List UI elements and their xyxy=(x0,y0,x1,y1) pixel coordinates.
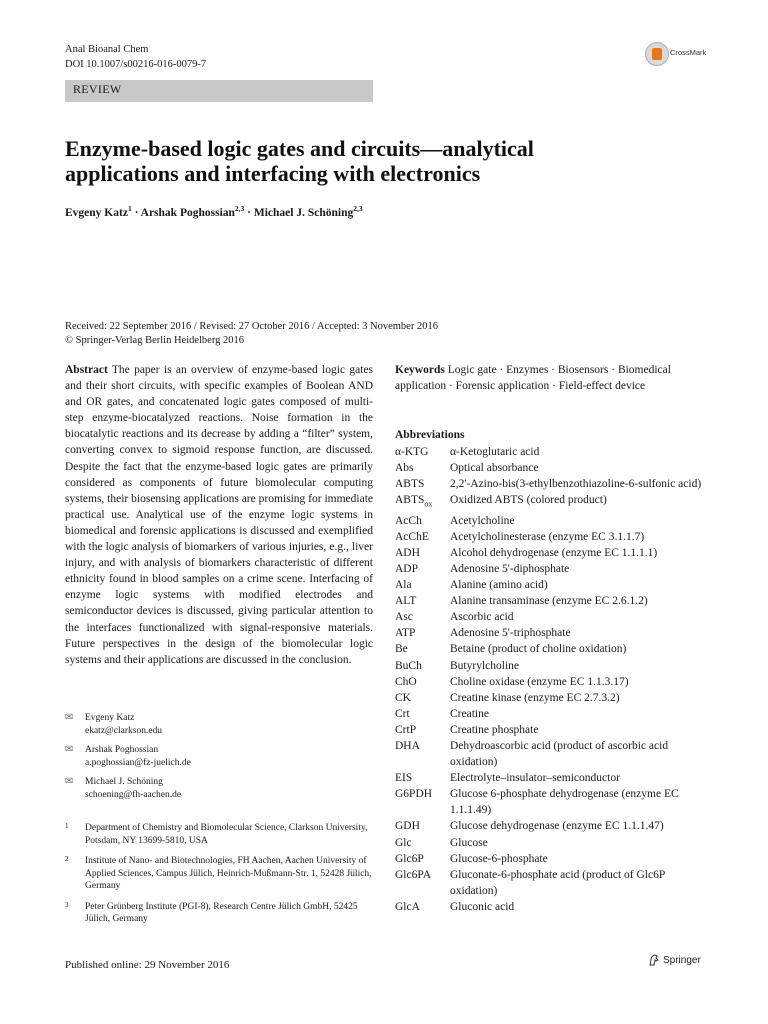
abbreviation-definition: Acetylcholinesterase (enzyme EC 3.1.1.7) xyxy=(450,530,645,543)
abbreviation-term-text: α-KTG xyxy=(395,446,429,458)
abbreviation-definition: Gluconic acid xyxy=(450,900,515,913)
keywords-text: Logic gate · Enzymes · Biosensors · Biomedical application · Forensic application · Field-effect device xyxy=(395,364,671,393)
abbreviation-term-text: EIS xyxy=(395,772,413,785)
keywords xyxy=(395,362,705,394)
abbreviation-term-text: GDH xyxy=(395,820,420,833)
abbreviation-row xyxy=(395,851,705,867)
section-label: REVIEW xyxy=(73,82,122,96)
abbreviation-term xyxy=(395,513,450,529)
author-affiliation-ref: 2,3 xyxy=(234,204,245,213)
author-name[interactable]: Evgeny Katz xyxy=(65,206,128,219)
journal-header xyxy=(65,42,206,72)
abbreviation-term xyxy=(395,460,450,476)
abbreviation-row xyxy=(395,476,705,492)
abbreviation-definition: α-Ketoglutaric acid xyxy=(450,446,540,458)
abbreviation-term xyxy=(395,492,450,512)
abbreviation-row xyxy=(395,786,705,818)
abbreviation-term-text: ADP xyxy=(395,562,419,575)
abstract-text: The paper is an overview of enzyme-based logic gates and their short circuits, with specific examples of Boolean AND and OR gates, and concatenated logic gates composed of multi-step enzyme-biocatalyzed reactions. Noise formation in the biocatalytic reactions and its decrease by adding a “filter” system, converting convex to sigmoid response function, are discussed. Despite the fact that the enzyme-based logic gates are primarily considered as components of future biomolecular computing systems, their biosensing applications are promising for immediate practical use. Analytical use of the enzyme logic systems in biomedical and forensic applications is discussed and exemplified with the logic analysis of biomarkers of various injuries, e.g., liver injury, and with analysis of biomarkers characteristic of different ethnicity found in blood samples on a crime scene. Interfacing of enzyme logic systems with modified electrodes and semiconductor devices is discussed, giving particular attention to the interfaces functionalized with signal-responsive materials. Future perspectives in the design of the biomolecular logic systems and their applications are discussed in the conclusion. xyxy=(65,364,373,666)
affiliation-text: Institute of Nano- and Biotechnologies, FH Aachen, Aachen University of Applied Sciences, Campus Jülich, Heinrich-Mußmann-Str. 1, 52428 Jülich, Germany xyxy=(85,856,372,891)
affiliation-item xyxy=(65,901,373,926)
envelope-icon: ✉ xyxy=(65,776,74,787)
affiliation-item xyxy=(65,855,373,893)
abbreviation-definition: Glucose-6-phosphate xyxy=(450,852,548,865)
abbreviation-row xyxy=(395,460,705,476)
article-dates xyxy=(65,320,438,348)
correspondence-name: Evgeny Katz xyxy=(85,713,135,723)
abbreviation-definition: 2,2'-Azino-bis(3-ethylbenzothiazoline-6-sulfonic acid) xyxy=(450,478,702,491)
affiliation-number: 3 xyxy=(65,900,69,909)
correspondence-list xyxy=(65,712,373,808)
correspondence-name: Michael J. Schöning xyxy=(85,777,163,787)
publisher-logo xyxy=(648,954,701,966)
abbreviation-term xyxy=(395,770,450,786)
abbreviation-row xyxy=(395,738,705,770)
correspondence-email[interactable]: a.poghossian@fz-juelich.de xyxy=(85,757,191,768)
abbreviation-row xyxy=(395,674,705,690)
abbreviation-term-text: Abs xyxy=(395,462,414,475)
abbreviation-row xyxy=(395,513,705,529)
abbreviation-term xyxy=(395,706,450,722)
abbreviation-term-subscript: ox xyxy=(424,499,433,509)
section-bar xyxy=(65,80,373,102)
abbreviation-term-text: AcCh xyxy=(395,514,422,527)
abbreviation-definition: Dehydroascorbic acid (product of ascorbic acid oxidation) xyxy=(450,739,669,769)
crossmark-icon xyxy=(645,42,669,66)
doi[interactable]: DOI 10.1007/s00216-016-0079-7 xyxy=(65,59,207,70)
author-name[interactable]: Michael J. Schöning xyxy=(253,206,354,219)
crossmark-badge[interactable] xyxy=(645,42,715,68)
author-separator: · xyxy=(244,206,254,219)
abbreviation-term-text: ChO xyxy=(395,675,417,688)
affiliation-item xyxy=(65,822,373,847)
correspondence-item xyxy=(65,776,373,801)
envelope-icon: ✉ xyxy=(65,744,74,755)
abbreviation-row xyxy=(395,561,705,577)
abbreviation-definition: Glucose 6-phosphate dehydrogenase (enzyme EC 1.1.1.49) xyxy=(450,788,679,817)
abbreviation-term xyxy=(395,476,450,492)
abbreviation-row xyxy=(395,818,705,834)
copyright-line: © Springer-Verlag Berlin Heidelberg 2016 xyxy=(65,335,245,346)
crossmark-label: CrossMark xyxy=(670,48,707,57)
abbreviation-definition: Creatine phosphate xyxy=(450,723,539,736)
correspondence-email[interactable]: ekatz@clarkson.edu xyxy=(85,725,163,736)
abbreviation-term xyxy=(395,625,450,641)
abbreviation-definition: Oxidized ABTS (colored product) xyxy=(450,494,607,507)
abbreviation-definition: Creatine kinase (enzyme EC 2.7.3.2) xyxy=(450,691,620,704)
abbreviation-definition: Alanine (amino acid) xyxy=(450,579,548,592)
correspondence-email[interactable]: schoening@fh-aachen.de xyxy=(85,789,182,800)
envelope-icon: ✉ xyxy=(65,712,74,723)
abbreviation-term-text: Asc xyxy=(395,611,413,624)
abbreviation-row xyxy=(395,593,705,609)
correspondence-item xyxy=(65,712,373,737)
journal-name: Anal Bioanal Chem xyxy=(65,44,149,55)
affiliation-number: 2 xyxy=(65,855,69,863)
abbreviation-definition: Glucose xyxy=(450,836,488,849)
abbreviation-definition: Gluconate-6-phosphate acid (product of Glc6P oxidation) xyxy=(450,868,665,897)
affiliation-text: Department of Chemistry and Biomolecular Science, Clarkson University, Potsdam, NY 13699-5810, USA xyxy=(85,823,368,846)
abbreviation-term xyxy=(395,738,450,770)
abbreviation-term-text: CK xyxy=(395,691,411,704)
abbreviation-definition: Ascorbic acid xyxy=(450,611,514,624)
author-affiliation-ref: 1 xyxy=(127,204,132,213)
author-separator: · xyxy=(131,206,141,219)
abbreviation-definition: Alcohol dehydrogenase (enzyme EC 1.1.1.1) xyxy=(450,546,658,559)
abstract-label: Abstract xyxy=(65,364,108,376)
abbreviation-term xyxy=(395,577,450,593)
abbreviation-term xyxy=(395,658,450,674)
abbreviation-definition: Glucose dehydrogenase (enzyme EC 1.1.1.47) xyxy=(450,820,664,833)
abbreviation-term xyxy=(395,899,450,915)
abbreviation-term-text: ADH xyxy=(395,546,420,559)
abbreviation-term-text: CrtP xyxy=(395,723,417,736)
article-title: Enzyme-based logic gates and circuits—analytical applications and interfacing with electronics xyxy=(65,136,534,186)
abbreviation-row xyxy=(395,706,705,722)
correspondence-name: Arshak Poghossian xyxy=(85,745,159,755)
abbreviations-list xyxy=(395,444,705,915)
abbreviation-definition: Choline oxidase (enzyme EC 1.1.3.17) xyxy=(450,675,629,688)
abbreviation-term-text: ATP xyxy=(395,627,416,640)
abbreviation-row xyxy=(395,899,705,915)
abbreviation-definition: Betaine (product of choline oxidation) xyxy=(450,643,627,656)
abbreviation-term xyxy=(395,851,450,867)
abbreviation-definition: Electrolyte–insulator–semiconductor xyxy=(450,772,620,785)
affiliation-text: Peter Grünberg Institute (PGI-8), Research Centre Jülich GmbH, 52425 Jülich, Germany xyxy=(85,901,358,924)
abbreviation-term xyxy=(395,545,450,561)
abbreviation-term-text: ABTS xyxy=(395,494,425,507)
abbreviation-definition: Optical absorbance xyxy=(450,462,539,475)
abbreviation-term xyxy=(395,690,450,706)
keywords-label: Keywords xyxy=(395,364,445,376)
abbreviation-term xyxy=(395,867,450,899)
abbreviation-term xyxy=(395,444,450,460)
affiliation-number: 1 xyxy=(65,822,69,830)
abbreviation-term xyxy=(395,641,450,657)
abbreviation-term-text: ALT xyxy=(395,595,417,608)
abbreviation-definition: Adenosine 5'-diphosphate xyxy=(450,562,570,575)
author-list xyxy=(65,204,363,219)
abbreviation-term xyxy=(395,529,450,545)
affiliation-list xyxy=(65,822,373,934)
abbreviation-term-text: Glc6P xyxy=(395,852,424,865)
abbreviation-term-text: G6PDH xyxy=(395,788,433,801)
correspondence-item xyxy=(65,744,373,769)
abbreviation-row xyxy=(395,641,705,657)
abbreviation-term-text: Be xyxy=(395,643,408,656)
dates-line: Received: 22 September 2016 / Revised: 27 October 2016 / Accepted: 3 November 2016 xyxy=(65,321,438,332)
abbreviation-row xyxy=(395,492,705,512)
abbreviation-row xyxy=(395,867,705,899)
abbreviation-row xyxy=(395,545,705,561)
abbreviation-term xyxy=(395,786,450,818)
abbreviation-row xyxy=(395,444,705,460)
abbreviation-row xyxy=(395,609,705,625)
published-date: Published online: 29 November 2016 xyxy=(65,959,230,971)
abstract xyxy=(65,362,373,668)
abbreviation-definition: Butyrylcholine xyxy=(450,659,519,672)
abbreviation-row xyxy=(395,770,705,786)
abbreviation-term-text: Glc xyxy=(395,836,412,849)
abbreviation-row xyxy=(395,529,705,545)
abbreviation-term xyxy=(395,593,450,609)
abbreviation-term-text: BuCh xyxy=(395,659,422,672)
abbreviation-definition: Adenosine 5'-triphosphate xyxy=(450,627,571,640)
abbreviation-term-text: DHA xyxy=(395,739,420,752)
abbreviation-term-text: Crt xyxy=(395,707,410,720)
abbreviation-row xyxy=(395,835,705,851)
abbreviation-term xyxy=(395,835,450,851)
abbreviation-term-text: ABTS xyxy=(395,478,425,491)
abbreviations-heading: Abbreviations xyxy=(395,429,465,441)
abbreviation-term xyxy=(395,609,450,625)
abbreviation-term-text: Glc6PA xyxy=(395,868,431,881)
abbreviation-term xyxy=(395,674,450,690)
abbreviation-row xyxy=(395,577,705,593)
springer-horse-icon xyxy=(648,954,660,966)
abbreviation-row xyxy=(395,658,705,674)
abbreviation-row xyxy=(395,722,705,738)
abbreviation-term xyxy=(395,561,450,577)
abbreviation-definition: Creatine xyxy=(450,707,489,720)
abbreviation-row xyxy=(395,625,705,641)
publisher-name: Springer xyxy=(663,954,701,966)
abbreviation-definition: Alanine transaminase (enzyme EC 2.6.1.2) xyxy=(450,595,648,608)
abbreviation-term-text: Ala xyxy=(395,579,412,592)
abbreviation-term xyxy=(395,722,450,738)
author-name[interactable]: Arshak Poghossian xyxy=(140,206,235,219)
abbreviation-term xyxy=(395,818,450,834)
abbreviation-term-text: AcChE xyxy=(395,530,429,543)
abbreviation-row xyxy=(395,690,705,706)
abbreviation-definition: Acetylcholine xyxy=(450,514,515,527)
author-affiliation-ref: 2,3 xyxy=(353,204,363,213)
abbreviation-term-text: GlcA xyxy=(395,900,420,913)
